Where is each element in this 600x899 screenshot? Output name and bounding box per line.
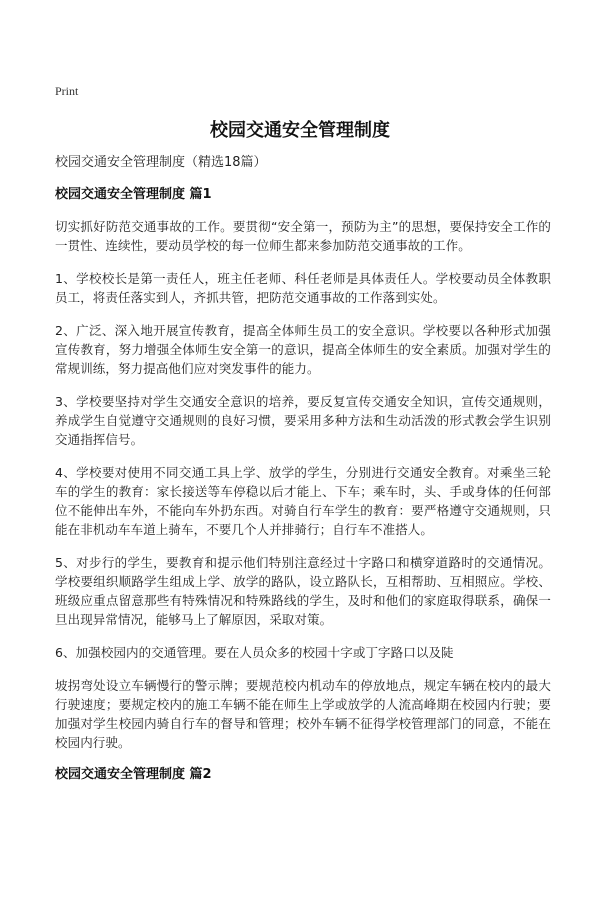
section-heading-1: 校园交通安全管理制度 篇1: [55, 187, 212, 202]
document-subtitle: 校园交通安全管理制度（精选18篇）: [55, 155, 267, 170]
page-title: 校园交通安全管理制度: [210, 120, 390, 141]
paragraph-item-4: 4、学校要对使用不同交通工具上学、放学的学生，分别进行交通安全教育。对乘坐三轮车的学生的教育：家长接送等车停稳以后才能上、下车；乘车时，头、手或身体的任何部位不能伸出车外，不能向车外扔东西。对骑自行车学生的教育：要严格遵守交通规则，只能在非机动车车道上骑车，不要几个人并排骑行；自行车不准搭人。: [55, 465, 551, 537]
document-body: [55, 154, 551, 797]
paragraph-item-3: 3、学校要坚持对学生交通安全意识的培养，要反复宣传交通安全知识，宣传交通规则，养成学生自觉遵守交通规则的良好习惯，要采用多种方法和生动活泼的形式教会学生识别交通指挥信号。: [55, 394, 551, 447]
paragraph-item-1: 1、学校校长是第一责任人，班主任老师、科任老师是具体责任人。学校要动员全体教职员工，将责任落实到人，齐抓共管，把防范交通事故的工作落到实处。: [55, 271, 551, 305]
print-label: Print: [55, 84, 79, 98]
paragraph-item-6-continued: 坡拐弯处设立车辆慢行的警示牌；要规范校内机动车的停放地点，规定车辆在校内的最大行驶速度；要规定校内的施工车辆不能在师生上学或放学的人流高峰期在校园内行驶；要加强对学生校园内骑自行车的督导和管理；校外车辆不征得学校管理部门的同意，不能在校园内行驶。: [55, 678, 551, 750]
paragraph-item-5: 5、对步行的学生，要教育和提示他们特别注意经过十字路口和横穿道路时的交通情况。学校要组织顺路学生组成上学、放学的路队，设立路队长，互相帮助、互相照应。学校、班级应重点留意那些有特殊情况和特殊路线的学生，及时和他们的家庭取得联系，确保一旦出现异常情况，能够马上了解原因，采取对策。: [55, 555, 551, 627]
paragraph-item-6: 6、加强校园内的交通管理。要在人员众多的校园十字或丁字路口以及陡: [55, 645, 454, 660]
paragraph-intro: 切实抓好防范交通事故的工作。要贯彻“安全第一，预防为主”的思想，要保持安全工作的一贯性、连续性，要动员学校的每一位师生都来参加防范交通事故的工作。: [55, 219, 551, 253]
paragraph-item-2: 2、广泛、深入地开展宣传教育，提高全体师生员工的安全意识。学校要以各种形式加强宣传教育，努力增强全体师生安全第一的意识，提高全体师生的安全素质。加强对学生的常规训练，努力提高他们应对突发事件的能力。: [55, 323, 551, 376]
section-heading-2: 校园交通安全管理制度 篇2: [55, 767, 212, 782]
